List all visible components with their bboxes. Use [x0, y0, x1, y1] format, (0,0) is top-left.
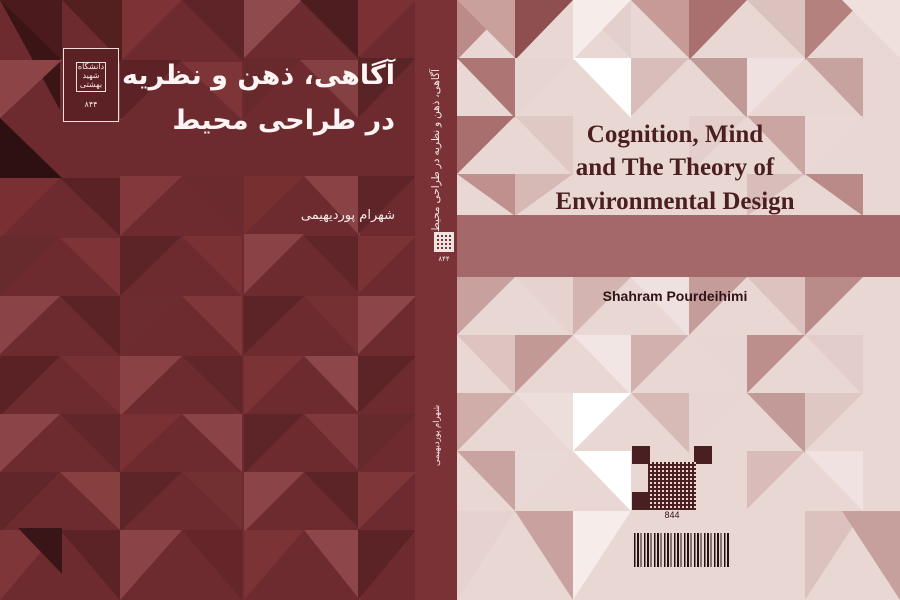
- publisher-mark-text: دانشگاه شهید بهشتی: [76, 62, 106, 92]
- front-title-line-3: Environmental Design: [555, 187, 795, 215]
- barcode: [634, 533, 730, 567]
- qr-code-icon: [434, 232, 454, 252]
- spine-number: ۸۴۴: [438, 256, 450, 263]
- publisher-code: ۸۴۴: [84, 99, 98, 109]
- back-title-line-1: آگاهی، ذهن و نظریه: [122, 60, 395, 91]
- back-cover-title: [105, 54, 395, 143]
- front-cover-title: [470, 118, 880, 218]
- qr-code-icon: [648, 462, 696, 510]
- spine-publisher-mark: [431, 232, 457, 276]
- back-cover-author: شهرام پوردیهیمی: [300, 208, 395, 223]
- front-title-line-2: and The Theory of: [575, 154, 775, 182]
- front-cover-author: Shahram Pourdeihimi: [602, 288, 748, 304]
- front-title-line-1: Cognition, Mind: [586, 121, 764, 148]
- qr-corner-top-right: [694, 446, 712, 464]
- front-qr-block: [632, 446, 712, 528]
- spine-title: آگاهی، ذهن و نظریه در طراحی محیط: [430, 68, 442, 232]
- back-title-line-2: در طراحی محیط: [172, 104, 395, 136]
- front-qr-number: 844: [664, 510, 680, 520]
- spine-author: شهرام پوردیهیمی: [431, 404, 441, 466]
- front-accent-band: [415, 215, 900, 277]
